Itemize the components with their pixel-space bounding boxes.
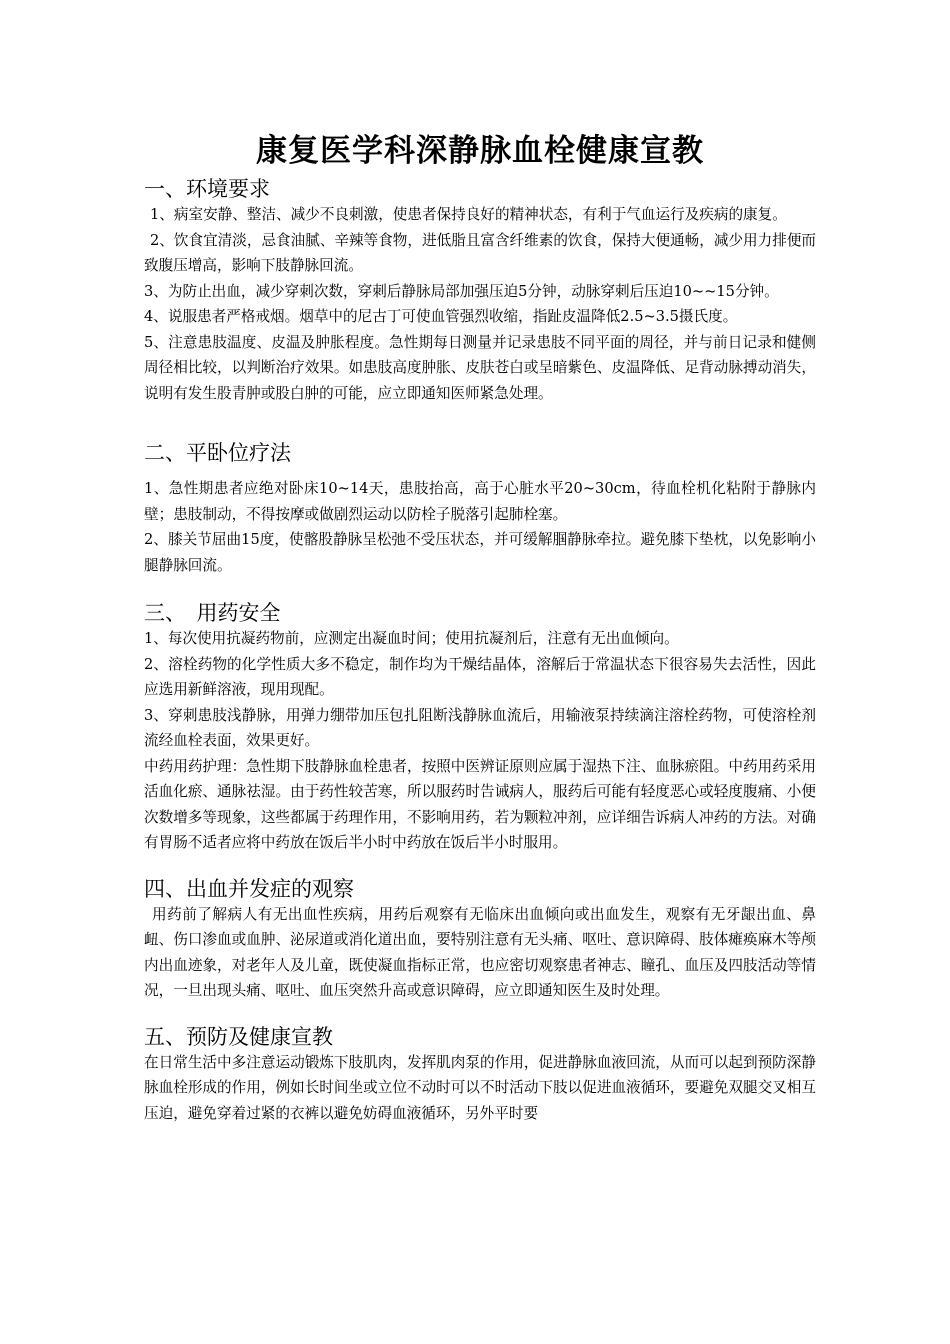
document-page	[144, 128, 816, 1126]
spacer	[144, 1004, 816, 1024]
section-heading: 四、出血并发症的观察	[144, 876, 354, 901]
section-heading: 二、平卧位疗法	[144, 441, 291, 465]
section-heading: 三、 用药安全	[144, 601, 281, 625]
paragraph: 2、溶栓药物的化学性质大多不稳定，制作均为干燥结晶体，溶解后于常温状态下很容易失去活性，因此应选用新鲜溶液，现用现配。	[144, 655, 816, 698]
section-medication-safety	[144, 600, 816, 856]
paragraph: 在日常生活中多注意运动锻炼下肢肌肉，发挥肌肉泵的作用，促进静脉血液回流，从而可以起到预防深静脉血栓形成的作用，例如长时间坐或立位不动时可以不时活动下肢以促进血液循环，要避免双腿交叉相互压迫，避免穿着过紧的衣裤以避免妨碍血液循环，另外平时要	[144, 1053, 816, 1122]
section-bleeding-observation	[144, 876, 816, 1004]
document-title: 康复医学科深静脉血栓健康宣教	[256, 133, 704, 169]
section-prevention-education	[144, 1024, 816, 1127]
spacer	[144, 578, 816, 600]
paragraph: 4、说服患者严格戒烟。烟草中的尼古丁可使血管强烈收缩，指趾皮温降低2.5~3.5摄氏度。	[144, 308, 738, 325]
paragraph: 3、穿刺患肢浅静脉，用弹力绷带加压包扎阻断浅静脉血流后，用输液泵持续滴注溶栓药物，可使溶栓剂流经血栓表面，效果更好。	[144, 706, 816, 749]
paragraph: 1、每次使用抗凝药物前，应测定出凝血时间；使用抗凝剂后，注意有无出血倾向。	[144, 630, 679, 647]
paragraph: 2、膝关节屈曲15度，使髂股静脉呈松弛不受压状态，并可缓解腘静脉牵拉。避免膝下垫枕，以免影响小腿静脉回流。	[144, 531, 816, 574]
section-environment	[144, 176, 816, 406]
paragraph: 用药前了解病人有无出血性疾病，用药后观察有无临床出血倾向或出血发生，观察有无牙龈出血、鼻衄、伤口渗血或血肿、泌尿道或消化道出血，要特别注意有无头痛、呕吐、意识障碍、肢体瘫痪麻木等颅内出血迹象，对老年人及儿童，既使凝血指标正常，也应密切观察患者神志、瞳孔、血压及四肢活动等情况，一旦出现头痛、呕吐、血压突然升高或意识障碍，应立即通知医生及时处理。	[144, 905, 816, 999]
spacer	[144, 406, 816, 440]
paragraph: 3、为防止出血，减少穿刺次数，穿刺后静脉局部加强压迫5分钟，动脉穿刺后压迫10~~15分钟。	[144, 282, 779, 300]
paragraph: 5、注意患肢温度、皮温及肿胀程度。急性期每日测量并记录患肢不同平面的周径，并与前日记录和健侧周径相比较，以判断治疗效果。如患肢高度肿胀、皮肤苍白或呈暗紫色、皮温降低、足背动脉搏动消失，说明有发生股青肿或股白肿的可能，应立即通知医师紧急处理。	[144, 333, 816, 402]
paragraph: 1、病室安静、整洁、减少不良刺激，使患者保持良好的精神状态，有利于气血运行及疾病的康复。	[150, 206, 787, 223]
paragraph: 中药用药护理：急性期下肢静脉血栓患者，按照中医辨证原则应属于湿热下注、血脉瘀阻。中药用药采用活血化瘀、通脉祛湿。由于药性较苦寒，所以服药时告诫病人，服药后可能有轻度恶心或轻度腹痛、小便次数增多等现象，这些都属于药理作用，不影响用药，若为颗粒冲剂，应详细告诉病人冲药的方法。对确有胃肠不适者应将中药放在饭后半小时中药放在饭后半小时服用。	[144, 757, 816, 851]
spacer	[144, 856, 816, 876]
section-supine-therapy	[144, 440, 816, 578]
section-heading: 五、预防及健康宣教	[144, 1024, 333, 1049]
section-heading: 一、环境要求	[144, 177, 270, 201]
paragraph: 1、急性期患者应绝对卧床10~14天，患肢抬高，高于心脏水平20~30cm，待血栓机化粘附于静脉内壁；患肢制动，不得按摩或做剧烈运动以防栓子脱落引起肺栓塞。	[144, 480, 816, 523]
paragraph: 2、饮食宜清淡，忌食油腻、辛辣等食物，进低脂且富含纤维素的饮食，保持大便通畅，减少用力排便而致腹压增高，影响下肢静脉回流。	[144, 231, 817, 274]
